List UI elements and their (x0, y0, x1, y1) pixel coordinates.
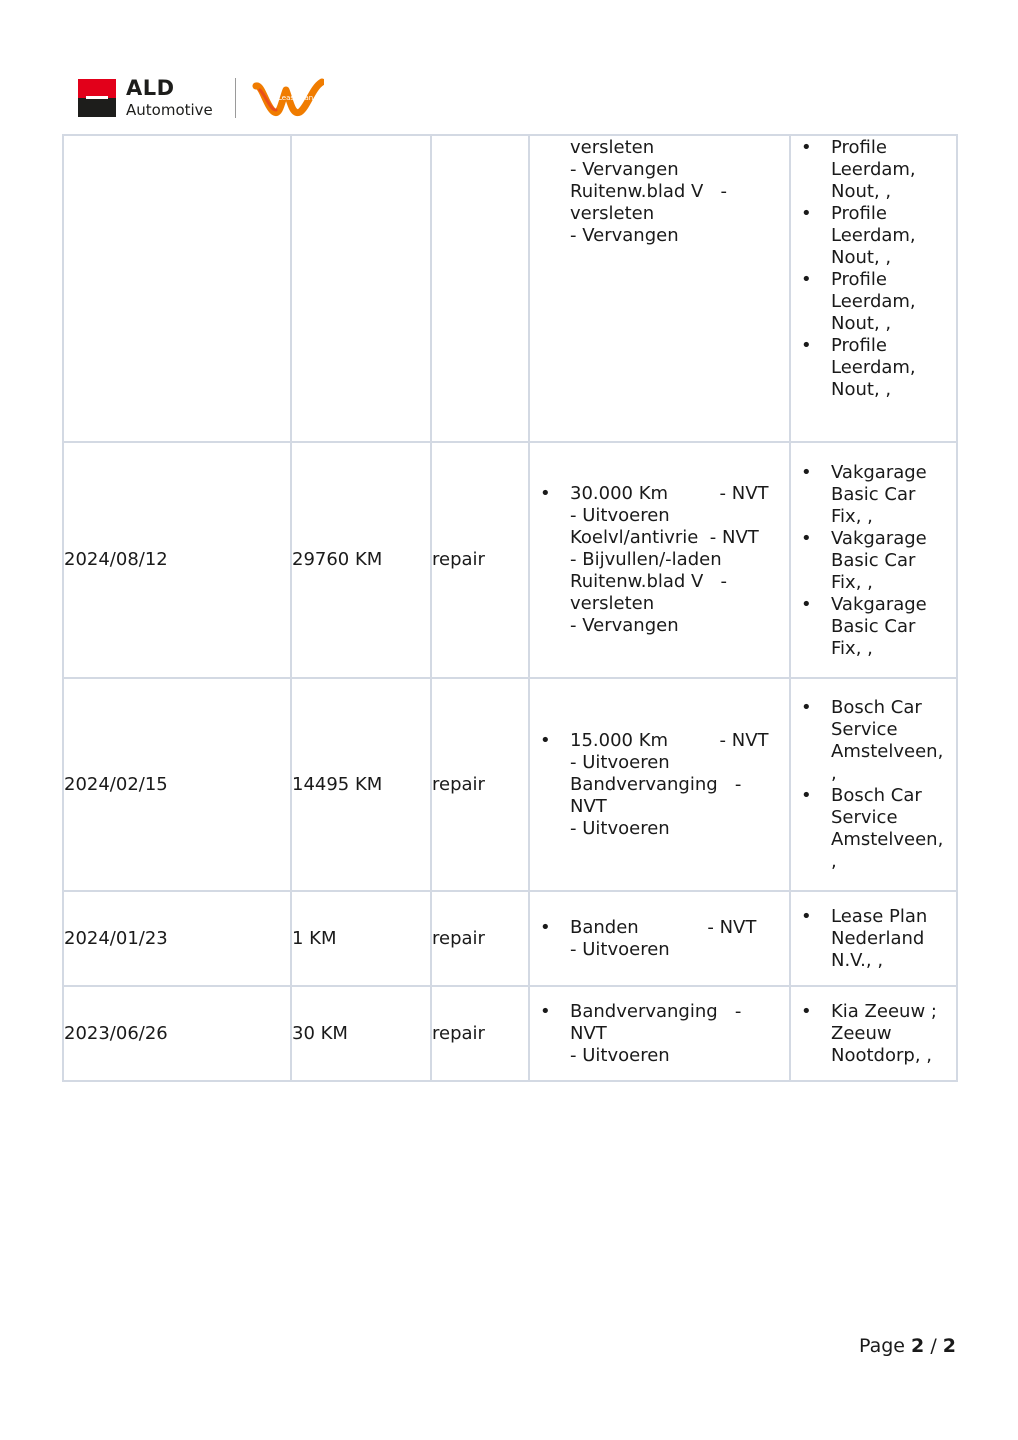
cell-line: 30.000 Km - NVT (570, 483, 769, 504)
cell-line: - Bijvullen/-laden (570, 549, 722, 570)
type-cell: repair (431, 986, 529, 1081)
mileage-cell: 14495 KM (291, 678, 431, 891)
cell-line: Koelvl/antivrie - NVT (570, 527, 759, 548)
cell-line: Profile (831, 269, 887, 290)
logo-divider (235, 78, 236, 118)
list-item (791, 269, 956, 335)
list-item (530, 917, 789, 961)
cell-line: Fix, , (831, 637, 873, 659)
cell-line: , (831, 851, 837, 872)
list-item (791, 594, 956, 660)
total-pages: 2 (942, 1335, 956, 1357)
cell-line: , (831, 763, 837, 784)
list-item (791, 203, 956, 269)
header-logos (78, 76, 338, 122)
type-cell: repair (431, 442, 529, 678)
dealers-cell (790, 891, 957, 986)
operations-list (530, 136, 789, 247)
cell-line: Ruitenw.blad V - (570, 181, 728, 202)
bullet-icon: • (540, 1000, 551, 1022)
page-separator: / (930, 1335, 937, 1357)
bullet-icon: • (540, 483, 551, 504)
operations-cell (529, 135, 790, 442)
cell-line: Leerdam, (831, 291, 916, 312)
cell-line: Amstelveen, (831, 741, 944, 762)
ald-sub-text: Automotive (126, 101, 213, 119)
cell-line: Nout, , (831, 313, 892, 334)
list-item (791, 906, 956, 972)
list-item (791, 137, 956, 203)
table-row (63, 891, 957, 986)
list-item (791, 785, 956, 873)
table-row (63, 442, 957, 678)
cell-line: - Vervangen (570, 615, 679, 636)
cell-line: Nout, , (831, 379, 892, 400)
list-item (530, 137, 789, 247)
cell-line: Basic Car (831, 615, 916, 637)
cell-line: Service (831, 719, 898, 740)
cell-line: - Uitvoeren (570, 938, 670, 960)
mileage-cell: 30 KM (291, 986, 431, 1081)
cell-line: versleten (570, 203, 655, 224)
cell-line: Bandvervanging - (570, 1000, 742, 1022)
cell-line: NVT (570, 1022, 607, 1044)
cell-line: versleten (570, 593, 655, 614)
cell-line: - Uitvoeren (570, 505, 670, 526)
bullet-icon: • (801, 461, 812, 483)
dealers-list (791, 696, 956, 873)
cell-line: Nootdorp, , (831, 1045, 932, 1066)
mileage-cell: 1 KM (291, 891, 431, 986)
cell-line: Lease Plan (831, 906, 928, 927)
cell-line: Amstelveen, (831, 829, 944, 850)
dealers-list (791, 461, 956, 660)
dealers-list (791, 905, 956, 972)
cell-line: Leerdam, (831, 159, 916, 180)
list-item (791, 335, 956, 401)
operations-cell (529, 442, 790, 678)
cell-line: Fix, , (831, 571, 873, 593)
cell-line: - Uitvoeren (570, 1044, 670, 1066)
operations-list (530, 917, 789, 961)
bullet-icon: • (801, 527, 812, 549)
bullet-icon: • (801, 269, 812, 290)
cell-line: Zeeuw (831, 1023, 892, 1044)
dealers-list (791, 1000, 956, 1067)
operations-list (530, 730, 789, 840)
cell-line: Nout, , (831, 247, 892, 268)
date-cell: 2024/01/23 (63, 891, 291, 986)
cell-line: Fix, , (831, 505, 873, 527)
bullet-icon: • (801, 785, 812, 806)
cell-line: Profile (831, 203, 887, 224)
cell-line: Leerdam, (831, 225, 916, 246)
table-row (63, 678, 957, 891)
list-item (530, 483, 789, 637)
operations-cell (529, 986, 790, 1081)
list-item (791, 528, 956, 594)
operations-cell (529, 891, 790, 986)
cell-line: Basic Car (831, 549, 916, 571)
list-item (791, 1001, 956, 1067)
table-row (63, 135, 957, 442)
cell-line: - Uitvoeren (570, 817, 670, 839)
dealers-cell (790, 986, 957, 1081)
cell-line: - Uitvoeren (570, 751, 670, 773)
cell-line: Kia Zeeuw ; (831, 1001, 937, 1022)
date-cell: 2024/08/12 (63, 442, 291, 678)
cell-line: Profile (831, 335, 887, 356)
cell-line: NVT (570, 795, 607, 817)
cell-line: Bosch Car (831, 697, 922, 718)
dealers-cell (790, 442, 957, 678)
maintenance-history-table (62, 134, 958, 1082)
leaseplan-logo-icon (252, 76, 324, 120)
cell-line: Nederland (831, 928, 925, 949)
date-cell: 2023/06/26 (63, 986, 291, 1081)
cell-line: Leerdam, (831, 357, 916, 378)
operations-list (530, 483, 789, 637)
mileage-cell: 29760 KM (291, 442, 431, 678)
cell-line: - Vervangen (570, 225, 679, 246)
date-cell: 2024/02/15 (63, 678, 291, 891)
bullet-icon: • (540, 729, 551, 751)
operations-cell (529, 678, 790, 891)
cell-line: 15.000 Km - NVT (570, 729, 769, 751)
cell-line: Vakgarage (831, 527, 927, 549)
date-cell (63, 135, 291, 442)
dealers-list (791, 136, 956, 401)
cell-line: Vakgarage (831, 461, 927, 483)
bullet-icon: • (801, 906, 812, 927)
cell-line: Basic Car (831, 483, 916, 505)
table-row (63, 986, 957, 1081)
cell-line: Vakgarage (831, 593, 927, 615)
cell-line: Bosch Car (831, 785, 922, 806)
cell-line: Service (831, 807, 898, 828)
list-item (530, 1001, 789, 1067)
type-cell (431, 135, 529, 442)
list-item (530, 730, 789, 840)
operations-list (530, 1001, 789, 1067)
bullet-icon: • (801, 593, 812, 615)
ald-brand-text: ALD (126, 76, 175, 100)
type-cell: repair (431, 678, 529, 891)
dealers-cell (790, 678, 957, 891)
bullet-icon: • (801, 335, 812, 356)
bullet-icon: • (801, 1001, 812, 1022)
cell-line: - Vervangen (570, 159, 679, 180)
type-cell: repair (431, 891, 529, 986)
cell-line: N.V., , (831, 950, 884, 971)
ald-logo-icon (78, 79, 116, 117)
cell-line: Profile (831, 137, 887, 158)
cell-line: versleten (570, 137, 655, 158)
page-word: Page (858, 1335, 905, 1357)
cell-line: Ruitenw.blad V - (570, 571, 728, 592)
page-number (859, 1334, 956, 1358)
bullet-icon: • (801, 697, 812, 718)
cell-line: Nout, , (831, 181, 892, 202)
mileage-cell (291, 135, 431, 442)
current-page: 2 (911, 1335, 925, 1357)
bullet-icon: • (801, 203, 812, 224)
list-item (791, 462, 956, 528)
list-item (791, 697, 956, 785)
cell-line: Bandvervanging - (570, 773, 742, 795)
cell-line: Banden - NVT (570, 916, 757, 938)
bullet-icon: • (801, 137, 812, 158)
dealers-cell (790, 135, 957, 442)
leaseplan-logo-text: LeasePlan (278, 94, 314, 102)
bullet-icon: • (540, 916, 551, 938)
